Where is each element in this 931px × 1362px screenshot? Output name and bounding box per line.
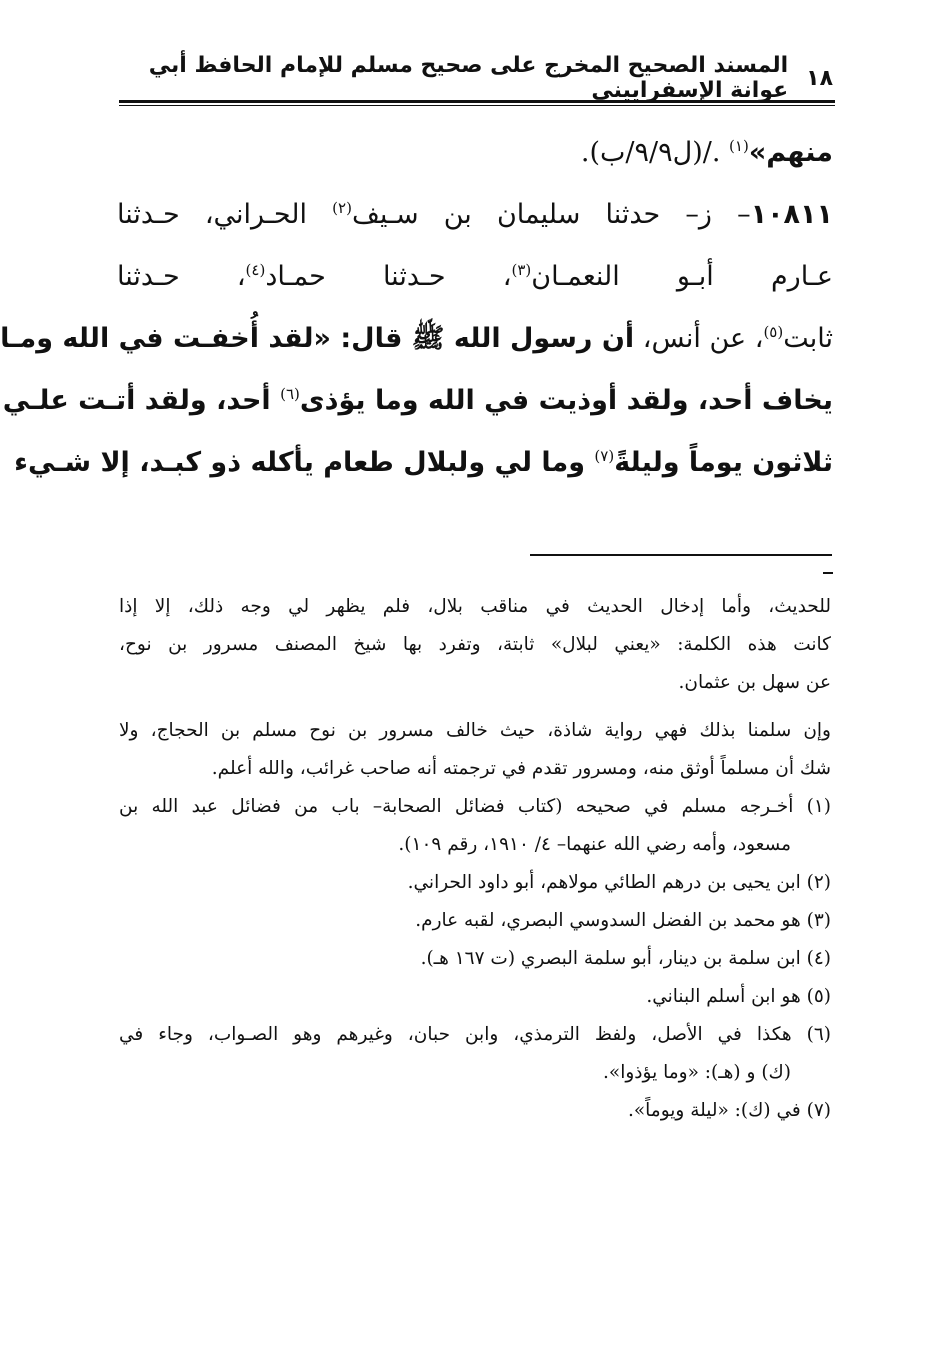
footnote-6-line-1: (٦) هكذا في الأصل، ولفظ الترمذي، وابن حبان، وغيرهم وهو الصـواب، وجاء في: [119, 1024, 831, 1045]
footnote-6-line-2: (ك) و (هـ): «وما يؤذوا».: [603, 1062, 791, 1083]
text-line-6: [14, 432, 833, 494]
isnad-text: عـارم أبـو النعمـان: [531, 261, 833, 292]
footnote-line: للحديث، وأما إدخال الحديث في مناقب بلال، فلم يظهر لي وجه ذلك، إلا إذا: [119, 596, 831, 617]
text-line-2: [117, 184, 833, 246]
matn-text: وما لي ولبلال طعام يأكله ذو كبـد، إلا شـيء: [14, 447, 595, 478]
hadith-number: ١٠٨١١: [750, 199, 833, 230]
footnote-ref-5: (٥): [763, 323, 784, 341]
closing-quote: منهم»: [748, 137, 833, 168]
isnad-text: ، حـدثنا حمـاد: [265, 261, 512, 292]
matn-text: أحد، ولقد أتـت علـي: [2, 385, 281, 416]
footnote-ref-2: (٢): [332, 199, 352, 217]
text-line-1: [117, 122, 833, 184]
footnote-divider: [530, 554, 832, 556]
isnad-text: الحـراني، حـدثنا: [117, 199, 333, 230]
manuscript-ref: ./(ل٩/٩/ب).: [580, 137, 730, 168]
isnad-text: – ز– حدثنا سليمان بن سـيف: [351, 199, 751, 230]
isnad-text: ثابت: [783, 323, 833, 354]
header-rule: [119, 100, 835, 103]
footnote-line: كانت هذه الكلمة: «يعني لبلال» ثابتة، وتفرد بها شيخ المصنف مسرور بن نوح،: [119, 634, 831, 655]
footnotes: [119, 588, 831, 1130]
matn-text: أن رسول الله ﷺ قال: «لقد أُخفـت في الله ومـا: [0, 323, 635, 354]
main-text: [0, 122, 833, 494]
footnote-line: شك أن مسلماً أوثق منه، ومسرور تقدم في ترجمته أنه صاحب غرائب، والله أعلم.: [211, 758, 831, 779]
text-line-5: [2, 370, 833, 432]
footnote-line: عن سهل بن عثمان.: [678, 672, 831, 693]
footnote-ref-6: (٦): [280, 385, 300, 403]
footnote-ref-1: (١): [729, 137, 749, 155]
running-title: المسند الصحيح المخرج على صحيح مسلم للإمام الحافظ أبي عوانة الإسفراييني: [148, 53, 789, 103]
footnote-1-line-1: (١) أخـرجه مسلم في صحيحه (كتاب فضائل الصحابة– باب من فضائل عبد الله بن: [119, 796, 831, 817]
footnote-4: (٤) ابن سلمة بن دينار، أبو سلمة البصري (ت ١٦٧ هـ).: [420, 948, 831, 969]
text-line-3: [117, 246, 833, 308]
footnote-2: (٢) ابن يحيى بن درهم الطائي مولاهم، أبو داود الحراني.: [407, 872, 831, 893]
footnote-ref-4: (٤): [245, 261, 266, 279]
running-header: [121, 53, 833, 103]
footnote-7: (٧) في (ك): «ليلة ويوماً».: [627, 1100, 831, 1121]
footnote-ref-7: (٧): [594, 447, 615, 465]
footnote-ref-3: (٣): [511, 261, 532, 279]
footnote-5: (٥) هو ابن أسلم البناني.: [646, 986, 831, 1007]
continuation-mark: [823, 572, 833, 574]
matn-text: ثلاثون يوماً وليلةً: [614, 447, 833, 478]
footnote-line: وإن سلمنا بذلك فهي رواية شاذة، حيث خالف مسرور بن نوح مسلم بن الحجاج، ولا: [119, 720, 831, 741]
text-line-4: [0, 308, 833, 370]
header-rule-thin: [119, 105, 835, 106]
matn-text: يخاف أحد، ولقد أوذيت في الله وما يؤذى: [299, 385, 833, 416]
isnad-text: ، حـدثنا: [117, 261, 246, 292]
page-number: ١٨: [806, 65, 833, 91]
footnote-3: (٣) هو محمد بن الفضل السدوسي البصري، لقبه عارم.: [415, 910, 831, 931]
footnote-1-line-2: مسعود، وأمه رضي الله عنهما– ٤/ ١٩١٠، رقم ١٠٩).: [398, 834, 791, 855]
isnad-text: ، عن أنس،: [634, 323, 764, 354]
